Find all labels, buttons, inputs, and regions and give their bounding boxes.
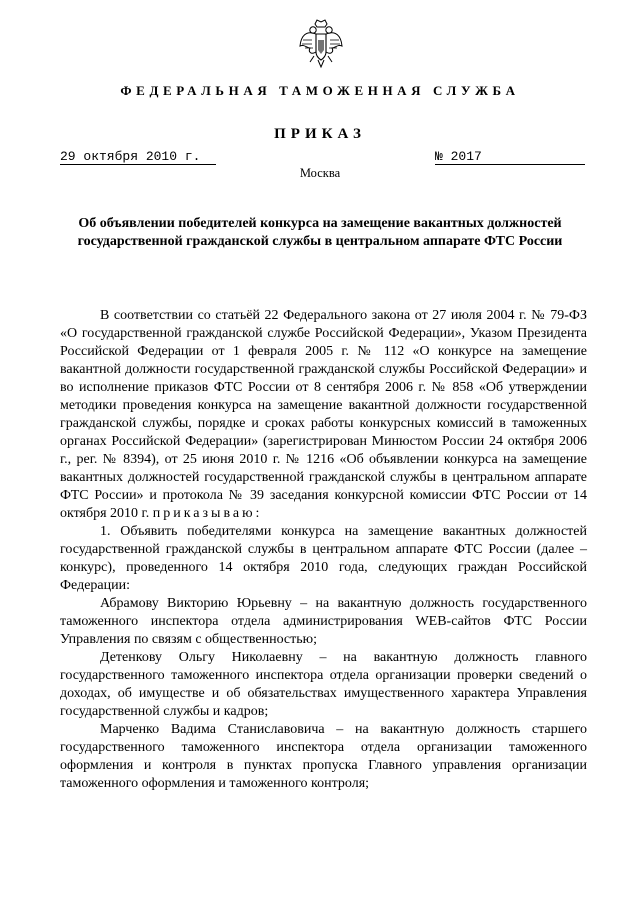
document-date: 29 октября 2010 г. bbox=[60, 149, 216, 165]
item-1-paragraph: 1. Объявить победителями конкурса на замещение вакантных должностей государственной гражданской службы в центральном аппарате ФТС России (далее – конкурс), проведенного 14 октября 2010 года, следующих граждан Российской Федерации: bbox=[60, 524, 587, 593]
winner-paragraph-1: Абрамову Викторию Юрьевну – на вакантную должность государственного таможенного инспектора отдела администрирования WEB-сайтов ФТС России Управления по связям с общественностью; bbox=[60, 596, 587, 647]
order-word: приказываю: bbox=[152, 506, 263, 521]
document-number: № 2017 bbox=[435, 149, 585, 165]
document-city: Москва bbox=[299, 166, 341, 180]
winner-paragraph-2: Детенкову Ольгу Николаевну – на вакантную должность главного государственного таможенного инспектора отдела организации проверки сведений о доходах, об имуществе и об обязательствах имущественного характера Управления государственной службы и кадров; bbox=[60, 650, 587, 719]
document-type: ПРИКАЗ bbox=[274, 126, 366, 142]
coat-of-arms-icon bbox=[298, 18, 344, 70]
document-subject: Об объявлении победителей конкурса на замещение вакантных должностей государственной гражданской службы в центральном аппарате ФТС России bbox=[77, 216, 563, 249]
preamble-text: В соответствии со статьёй 22 Федерального закона от 27 июля 2004 г. № 79-ФЗ «О государственной гражданской службе Российской Федерации», Указом Президента Российской Федерации от 1 февраля 2005 г. № 112 «О конкурсе на замещение вакантной должности государственной гражданской службы Российской Федерации» и во исполнение приказов ФТС России от 8 сентября 2006 г. № 858 «Об утверждении методики проведения конкурса на замещение вакантной должности государственной гражданской службы, порядке и сроках работы конкурсных комиссий в таможенных органах Российской Федерации» (зарегистрирован Минюстом России 24 октября 2006 г., рег. № 8394), от 25 июня 2010 г. № 1216 «Об объявлении конкурса на замещение вакантных должностей государственной гражданской службы в центральном аппарате ФТС России» и протокола № 39 заседания конкурсной комиссии ФТС России от 14 октября 2010 г. bbox=[60, 308, 587, 521]
document-body bbox=[60, 307, 587, 793]
agency-name: ФЕДЕРАЛЬНАЯ ТАМОЖЕННАЯ СЛУЖБА bbox=[120, 83, 520, 98]
winner-paragraph-3: Марченко Вадима Станиславовича – на вакантную должность старшего государственного таможенного инспектора отдела организации таможенного оформления и контроля в пунктах пропуска Главного управления организации таможенного оформления и таможенного контроля; bbox=[60, 722, 587, 791]
preamble-paragraph bbox=[60, 307, 587, 523]
